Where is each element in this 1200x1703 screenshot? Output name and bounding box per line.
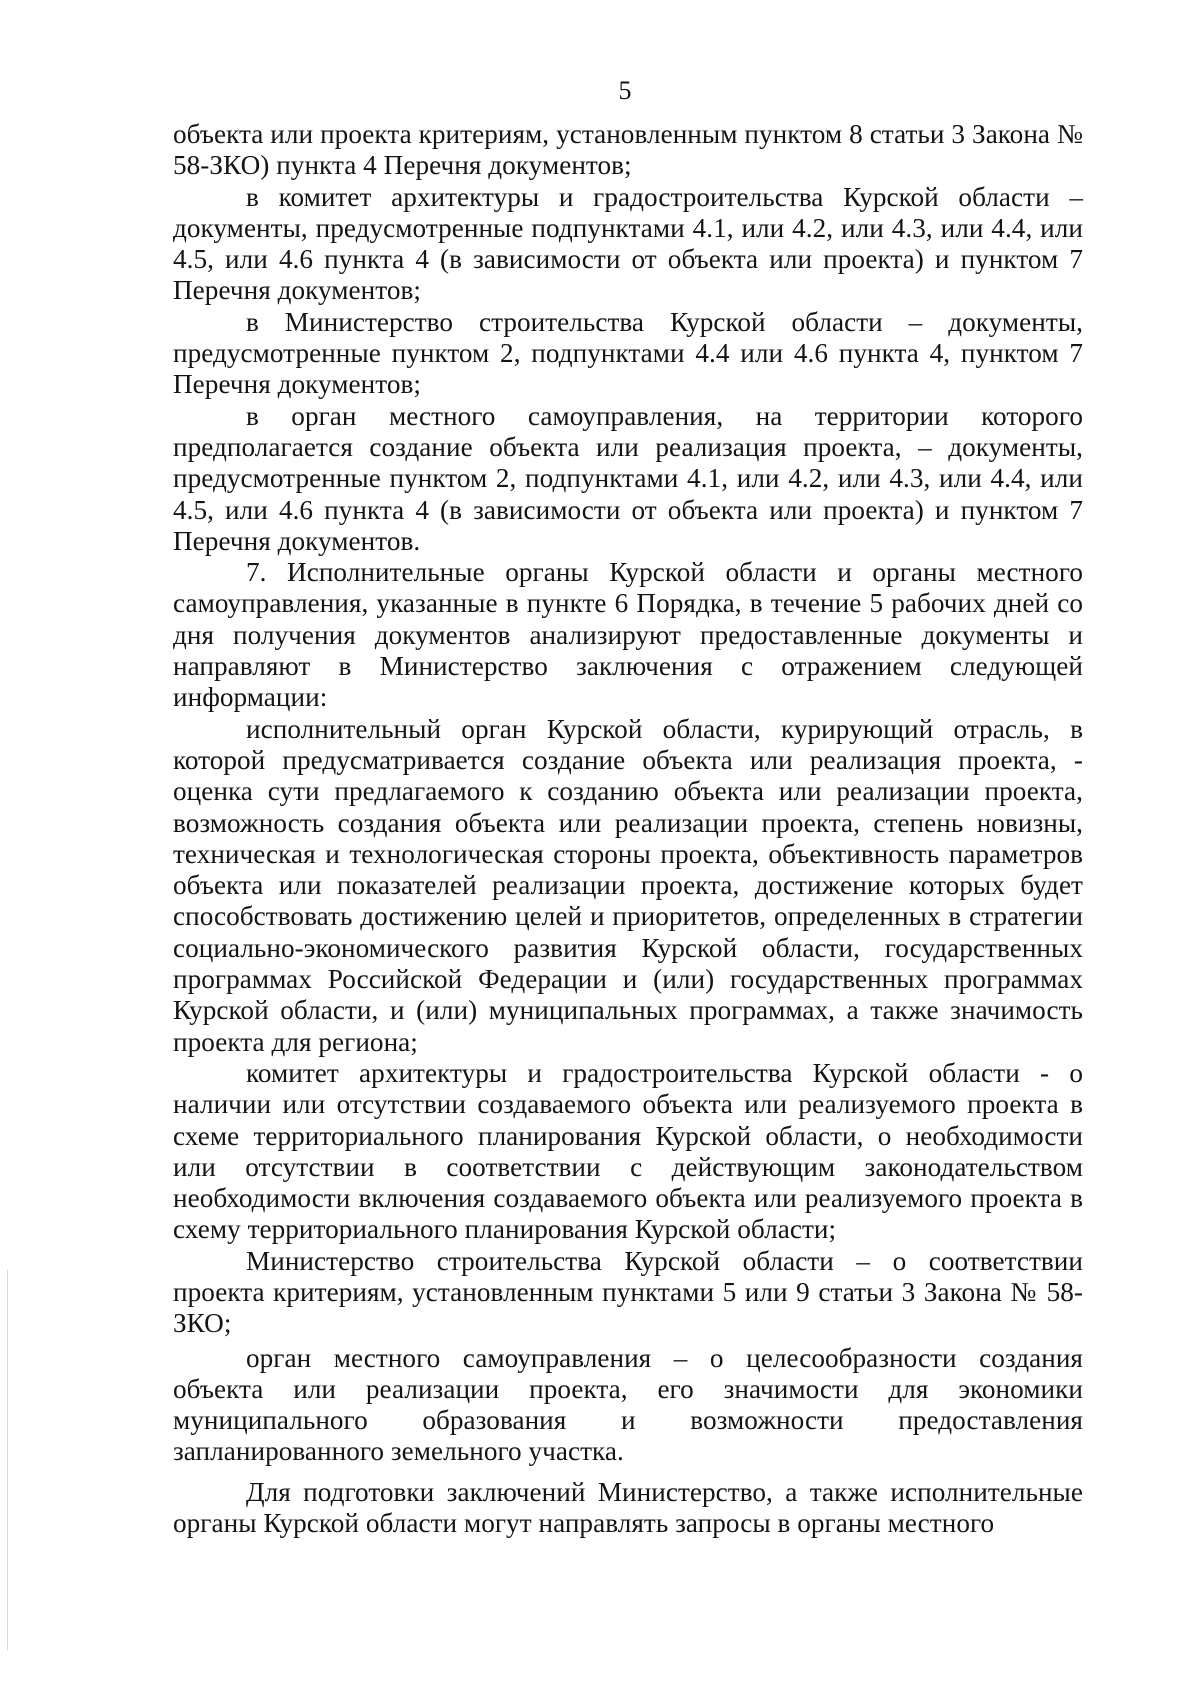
- paragraph-local-government: в орган местного самоуправления, на территории которого предполагается создание объекта или реализация проекта, – документы, предусмотренные пунктом 2, подпунктами 4.1, или 4.2, или 4.3, или 4.4, или 4.5, или 4.6 пункта 4 (в зависимости от объекта или проекта) и пунктом 7 Перечня документов.: [173, 400, 1083, 556]
- paragraph-ministry-conclusion: Министерство строительства Курской области – о соответствии проекта критериям, установленным пунктами 5 или 9 статьи 3 Закона № 58-ЗКО;: [173, 1245, 1083, 1339]
- paragraph-local-government-conclusion: орган местного самоуправления – о целесообразности создания объекта или реализации проекта, его значимости для экономики муниципального образования и возможности предоставления запланированного земельного участка.: [173, 1342, 1083, 1467]
- paragraph-architecture-committee: в комитет архитектуры и градостроительства Курской области – документы, предусмотренные подпунктами 4.1, или 4.2, или 4.3, или 4.4, или 4.5, или 4.6 пункта 4 (в зависимости от объекта или проекта) и пунктом 7 Перечня документов;: [173, 181, 1083, 306]
- paragraph-item-7: 7. Исполнительные органы Курской области и органы местного самоуправления, указанные в пункте 6 Порядка, в течение 5 рабочих дней со дня получения документов анализируют предоставленные документы и направляют в Министерство заключения с отражением следующей информации:: [173, 557, 1083, 713]
- paragraph-requests: Для подготовки заключений Министерство, а также исполнительные органы Курской области могут направлять запросы в органы местного: [173, 1476, 1083, 1539]
- paragraph-continuation: объекта или проекта критериям, установленным пунктом 8 статьи 3 Закона № 58-ЗКО) пункта 4 Перечня документов;: [173, 119, 1083, 181]
- document-body: [173, 119, 1083, 1539]
- paragraph-committee-conclusion: комитет архитектуры и градостроительства Курской области - о наличии или отсутствии создаваемого объекта или реализуемого проекта в схеме территориального планирования Курской области, о необходимости или отсутствии в соответствии с действующим законодательством необходимости включения создаваемого объекта или реализуемого проекта в схему территориального планирования Курской области;: [173, 1057, 1083, 1245]
- paragraph-construction-ministry: в Министерство строительства Курской области – документы, предусмотренные пунктом 2, подпунктами 4.4 или 4.6 пункта 4, пунктом 7 Перечня документов;: [173, 306, 1083, 400]
- scan-edge-line: [7, 1270, 8, 1650]
- paragraph-executive-body: исполнительный орган Курской области, курирующий отрасль, в которой предусматривается создание объекта или реализация проекта, - оценка сути предлагаемого к созданию объекта или реализации проекта, возможность создания объекта или реализации проекта, степень новизны, техническая и технологическая стороны проекта, объективность параметров объекта или показателей реализации проекта, достижение которых будет способствовать достижению целей и приоритетов, определенных в стратегии социально-экономического развития Курской области, государственных программах Российской Федерации и (или) государственных программах Курской области, и (или) муниципальных программах, а также значимость проекта для региона;: [173, 713, 1083, 1057]
- page-number: 5: [618, 76, 632, 105]
